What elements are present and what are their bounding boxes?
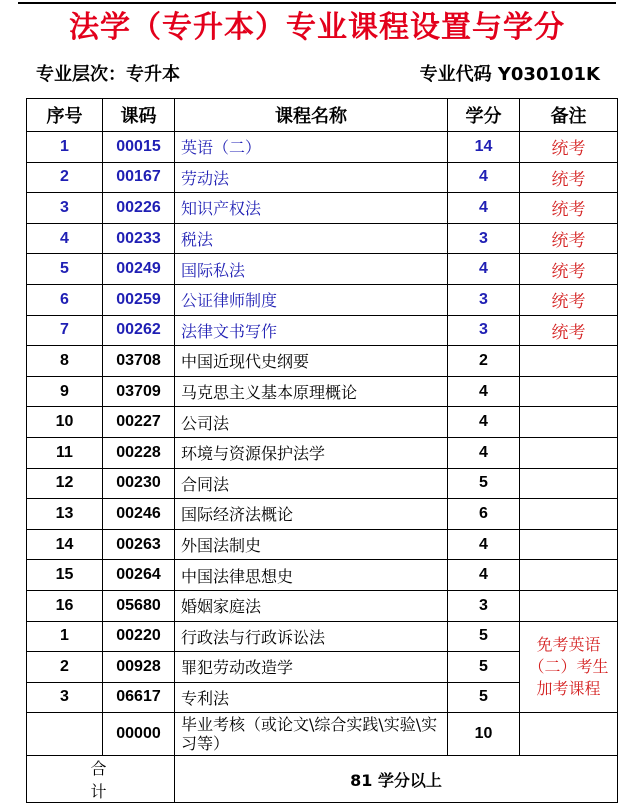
header-index: 序号 [27,99,103,132]
row-note: 统考 [520,162,618,193]
table-row [27,162,618,193]
row-index: 2 [27,652,103,683]
row-course-code: 05680 [103,590,175,621]
row-course-name: 知识产权法 [175,193,448,224]
row-credit: 5 [448,652,520,683]
row-credit: 14 [448,132,520,163]
row-course-name: 中国法律思想史 [175,560,448,591]
course-table [26,98,618,803]
row-note [520,437,618,468]
total-credits: 81 学分以上 [175,756,618,803]
row-credit: 3 [448,315,520,346]
row-note: 统考 [520,193,618,224]
row-course-code: 03708 [103,346,175,377]
row-index: 6 [27,284,103,315]
row-note: 统考 [520,223,618,254]
row-course-code: 00259 [103,284,175,315]
row-credit: 4 [448,162,520,193]
table-row [27,376,618,407]
row-credit: 5 [448,621,520,652]
row-credit: 4 [448,193,520,224]
row-index: 2 [27,162,103,193]
extra-course-note: 免考英语（二）考生加考课程 [520,621,618,713]
row-credit: 4 [448,437,520,468]
row-course-code: 00246 [103,499,175,530]
row-note [520,529,618,560]
top-rule [18,2,616,4]
row-index: 4 [27,223,103,254]
row-course-name: 合同法 [175,468,448,499]
table-header-row [27,99,618,132]
row-course-code: 00015 [103,132,175,163]
row-course-code: 00928 [103,652,175,683]
row-index: 10 [27,407,103,438]
table-row [27,407,618,438]
row-credit: 4 [448,529,520,560]
row-note: 统考 [520,132,618,163]
row-course-code: 00167 [103,162,175,193]
total-label: 合计 [27,756,175,803]
row-course-name: 行政法与行政诉讼法 [175,621,448,652]
row-note [520,376,618,407]
row-index: 14 [27,529,103,560]
row-index: 3 [27,193,103,224]
row-credit: 3 [448,284,520,315]
row-course-code: 00226 [103,193,175,224]
row-note [520,713,618,756]
row-note: 统考 [520,315,618,346]
table-row-graduation [27,713,618,756]
table-row [27,132,618,163]
row-course-code: 00230 [103,468,175,499]
row-credit: 5 [448,468,520,499]
row-index: 13 [27,499,103,530]
row-course-code: 00264 [103,560,175,591]
table-row [27,529,618,560]
row-index [27,713,103,756]
table-row [27,315,618,346]
row-course-code: 00228 [103,437,175,468]
row-course-name: 法律文书写作 [175,315,448,346]
row-note [520,346,618,377]
table-row [27,254,618,285]
row-index: 5 [27,254,103,285]
row-course-code: 00220 [103,621,175,652]
row-note [520,468,618,499]
row-index: 7 [27,315,103,346]
row-course-name: 公证律师制度 [175,284,448,315]
table-row-extra [27,621,618,652]
row-note [520,499,618,530]
row-course-code: 00249 [103,254,175,285]
row-course-name: 国际私法 [175,254,448,285]
table-row [27,499,618,530]
row-credit: 3 [448,590,520,621]
major-code: 专业代码 Y030101K [419,64,600,85]
table-row [27,468,618,499]
row-credit: 6 [448,499,520,530]
row-course-name: 劳动法 [175,162,448,193]
row-course-code: 06617 [103,682,175,713]
header-course-name: 课程名称 [175,99,448,132]
row-note [520,590,618,621]
table-total-row [27,756,618,803]
row-course-name: 中国近现代史纲要 [175,346,448,377]
row-credit: 3 [448,223,520,254]
row-course-name: 婚姻家庭法 [175,590,448,621]
table-row [27,193,618,224]
row-index: 1 [27,132,103,163]
row-course-name: 专利法 [175,682,448,713]
table-row [27,590,618,621]
header-code: 课码 [103,99,175,132]
table-body [27,132,618,803]
row-course-code: 00227 [103,407,175,438]
table-row [27,437,618,468]
row-credit: 4 [448,254,520,285]
header-note: 备注 [520,99,618,132]
major-level: 专业层次：专升本 [36,64,180,85]
row-index: 16 [27,590,103,621]
row-note [520,407,618,438]
row-course-code: 03709 [103,376,175,407]
row-index: 15 [27,560,103,591]
row-note [520,560,618,591]
row-course-code: 00263 [103,529,175,560]
row-course-name: 罪犯劳动改造学 [175,652,448,683]
row-note: 统考 [520,254,618,285]
row-course-name: 毕业考核（或论文\综合实践\实验\实习等） [175,713,448,756]
row-credit: 4 [448,376,520,407]
row-course-name: 税法 [175,223,448,254]
row-course-name: 公司法 [175,407,448,438]
row-index: 11 [27,437,103,468]
row-index: 12 [27,468,103,499]
row-index: 1 [27,621,103,652]
row-course-name: 外国法制史 [175,529,448,560]
row-course-name: 环境与资源保护法学 [175,437,448,468]
row-index: 9 [27,376,103,407]
row-credit: 5 [448,682,520,713]
header-credit: 学分 [448,99,520,132]
table-row [27,284,618,315]
row-note: 统考 [520,284,618,315]
row-credit: 4 [448,407,520,438]
row-credit: 2 [448,346,520,377]
row-course-name: 英语（二） [175,132,448,163]
row-credit: 10 [448,713,520,756]
row-course-name: 马克思主义基本原理概论 [175,376,448,407]
table-row [27,223,618,254]
row-course-code: 00000 [103,713,175,756]
row-index: 8 [27,346,103,377]
row-index: 3 [27,682,103,713]
row-course-code: 00262 [103,315,175,346]
row-course-name: 国际经济法概论 [175,499,448,530]
page-title: 法学（专升本）专业课程设置与学分 [69,10,565,45]
table-row [27,346,618,377]
table-row [27,560,618,591]
row-credit: 4 [448,560,520,591]
row-course-code: 00233 [103,223,175,254]
